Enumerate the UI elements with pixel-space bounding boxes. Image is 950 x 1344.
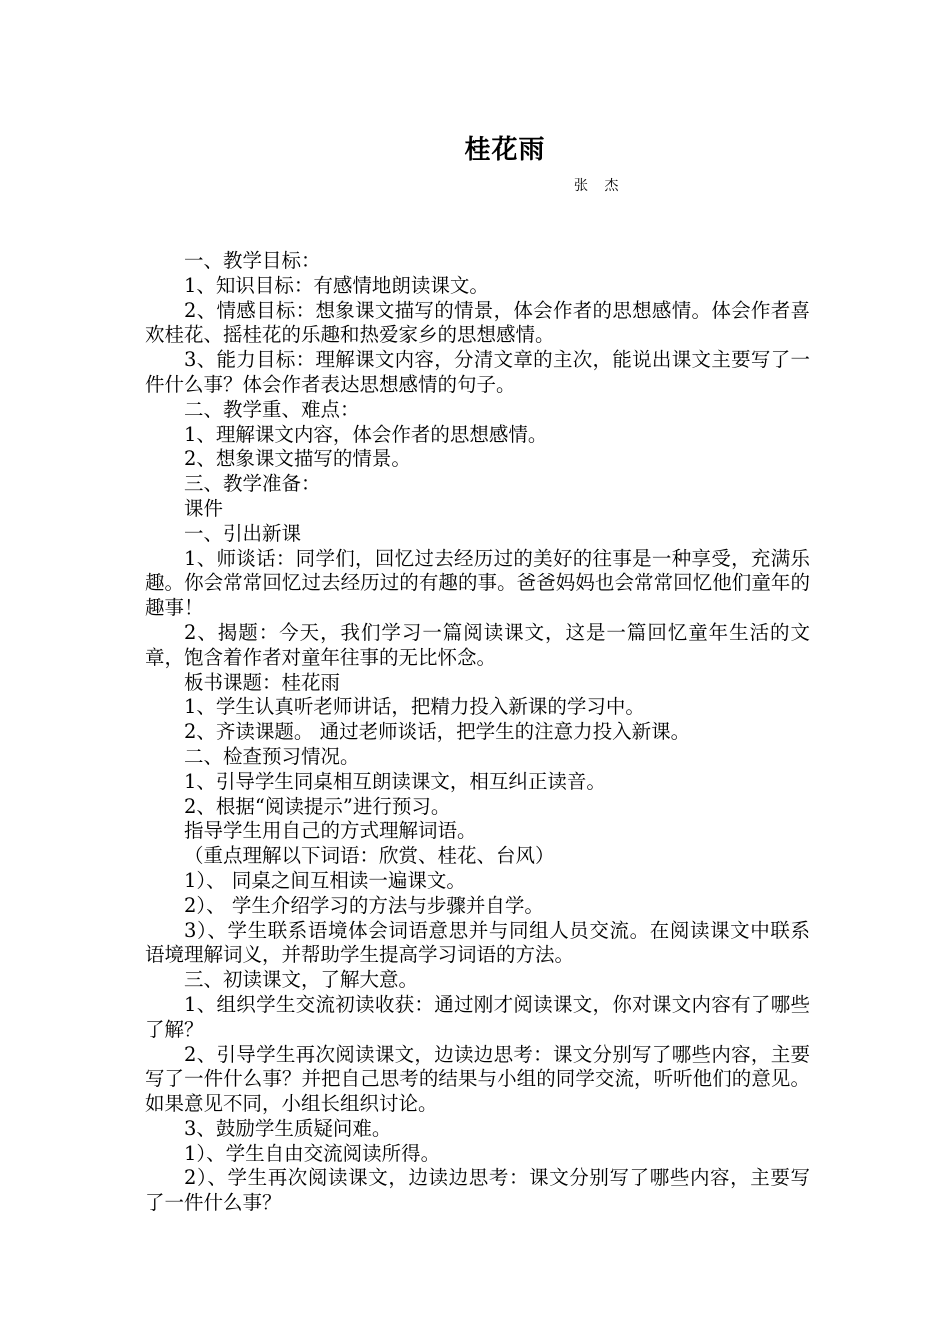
paragraph: 2、根据“阅读提示”进行预习。: [184, 794, 451, 818]
paragraph: 三、教学准备：: [184, 472, 321, 496]
document-title: 桂花雨: [464, 135, 546, 165]
paragraph: 二、检查预习情况。: [184, 744, 360, 768]
paragraph: 一、教学目标：: [184, 249, 321, 272]
paragraph: 1、知识目标：有感情地朗读课文。: [184, 273, 489, 297]
paragraph: （重点理解以下词语：欣赏、桂花、台风）: [184, 844, 555, 868]
paragraph: 3、能力目标：理解课文内容，分清文章的主次，能说出课文主要写了一件什么事？体会作者表达思想感情的句子。: [145, 348, 810, 396]
paragraph: 2、情感目标：想象课文描写的情景，体会作者的思想感情。体会作者喜欢桂花、摇桂花的乐趣和热爱家乡的思想感情。: [145, 298, 810, 347]
paragraph: 课件: [184, 496, 224, 520]
paragraph: 3、鼓励学生质疑问难。: [184, 1116, 392, 1140]
paragraph: 1、组织学生交流初读收获：通过刚才阅读课文，你对课文内容有了哪些了解？: [145, 992, 810, 1041]
paragraph: 2、齐读课题。 通过老师谈话，把学生的注意力投入新课。: [184, 720, 691, 744]
paragraph: 1、引导学生同桌相互朗读课文，相互纠正读音。: [184, 769, 606, 793]
paragraph: 1）、 同桌之间互相读一遍课文。: [184, 868, 466, 892]
paragraph: 指导学生用自己的方式理解词语。: [184, 819, 477, 843]
paragraph: 1、理解课文内容，体会作者的思想感情。: [184, 422, 548, 446]
paragraph: 3）、学生联系语境体会词语意思并与同组人员交流。在阅读课文中联系语境理解词义，并帮助学生提高学习词语的方法。: [145, 918, 810, 967]
paragraph: 2、揭题：今天，我们学习一篇阅读课文，这是一篇回忆童年生活的文章，饱含着作者对童年往事的无比怀念。: [145, 620, 810, 669]
paragraph: 一、引出新课: [184, 521, 302, 545]
paragraph: 2）、 学生介绍学习的方法与步骤并自学。: [184, 893, 544, 917]
document-author: 张 杰: [574, 178, 625, 194]
paragraph: 三、初读课文，了解大意。: [184, 968, 419, 992]
document-body: [145, 249, 810, 1216]
paragraph: 1、师谈话：同学们，回忆过去经历过的美好的往事是一种享受，充满乐趣。你会常常回忆过去经历过的有趣的事。爸爸妈妈也会常常回忆他们童年的趣事！: [145, 546, 810, 620]
paragraph: 1、学生认真听老师讲话，把精力投入新课的学习中。: [184, 695, 645, 719]
paragraph: 2）、学生再次阅读课文，边读边思考：课文分别写了哪些内容，主要写了一件什么事？: [145, 1166, 810, 1215]
paragraph: 板书课题：桂花雨: [184, 670, 341, 694]
paragraph: 1）、学生自由交流阅读所得。: [184, 1141, 441, 1165]
paragraph: 二、教学重、难点：: [184, 397, 360, 421]
paragraph: 2、想象课文描写的情景。: [184, 447, 411, 471]
paragraph: 2、引导学生再次阅读课文，边读边思考：课文分别写了哪些内容，主要写了一件什么事？并把自己思考的结果与小组的同学交流，听听他们的意见。如果意见不同，小组长组织讨论。: [145, 1042, 810, 1116]
